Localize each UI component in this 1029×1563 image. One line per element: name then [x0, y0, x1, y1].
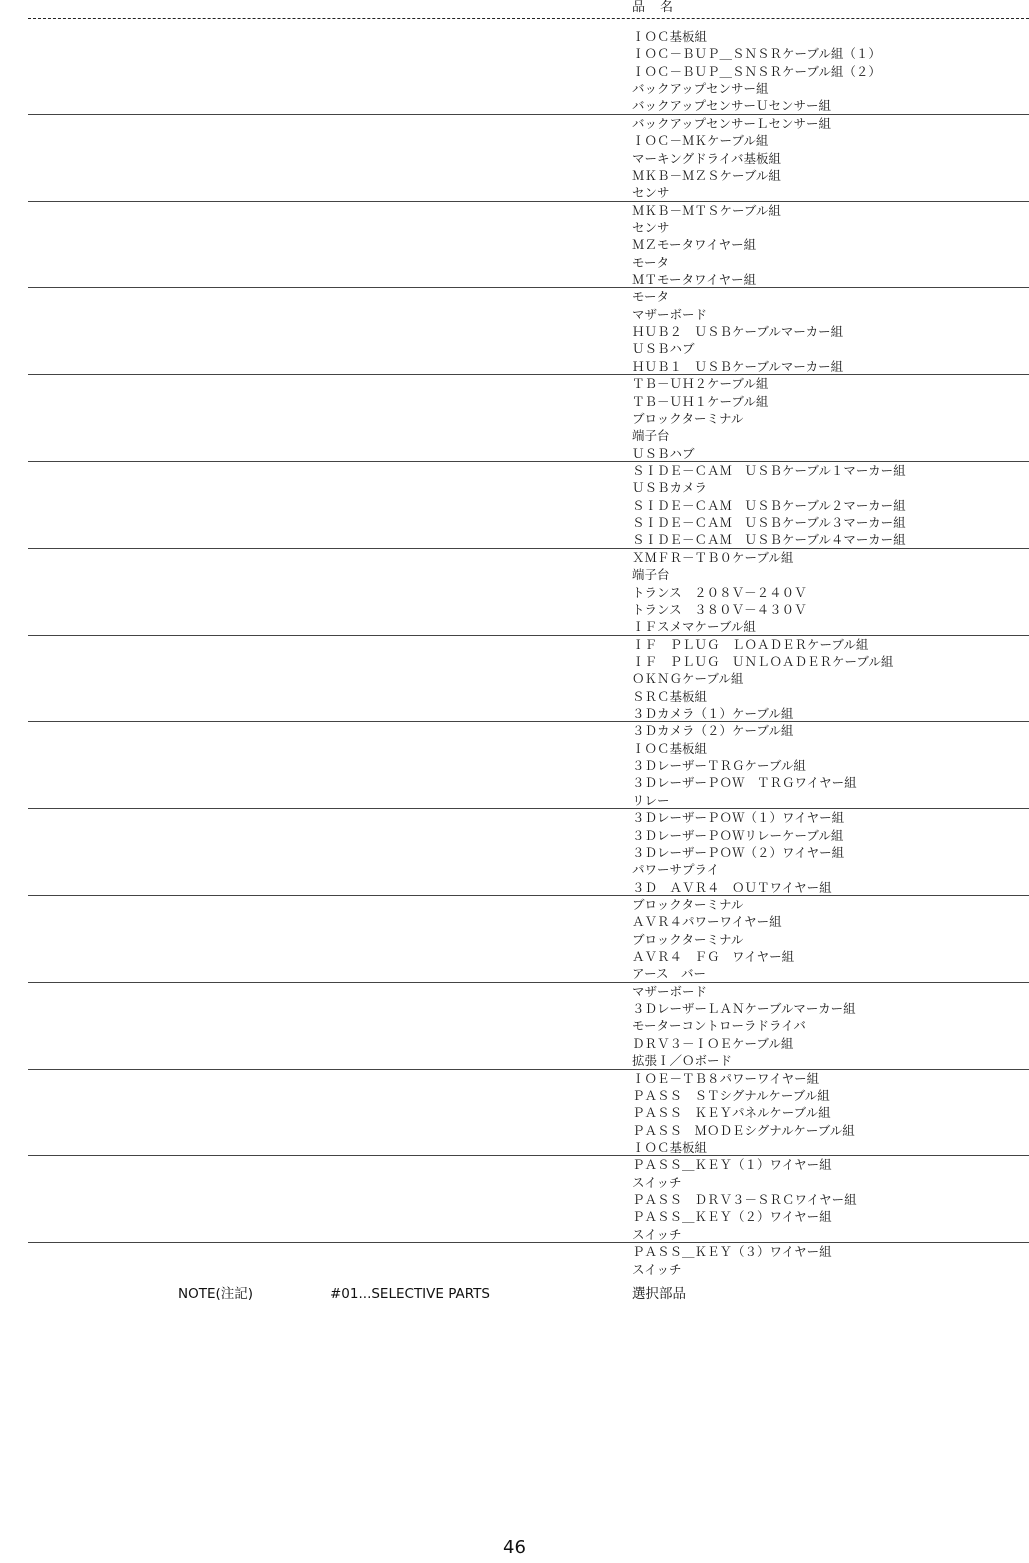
part-name: ＳＲＣ基板組 — [632, 688, 708, 704]
table-header — [0, 0, 1029, 20]
parts-group — [28, 722, 1029, 809]
part-name: バックアップセンサー組 — [632, 81, 769, 97]
part-name: パワーサプライ — [632, 862, 720, 878]
part-name: ３Ｄカメラ（１）ケーブル組 — [632, 706, 794, 722]
part-name: ＭＴモータワイヤー組 — [632, 272, 757, 288]
parts-group — [28, 809, 1029, 896]
part-name: ＴＢ－ＵＨ１ケーブル組 — [632, 393, 769, 409]
page-number: 46 — [503, 1537, 526, 1558]
part-name: ＳＩＤＥ－ＣＡＭ ＵＳＢケーブル３マーカー組 — [632, 515, 906, 531]
parts-group-items — [632, 375, 1029, 462]
part-name: ＤＲＶ３－ＩＯＥケーブル組 — [632, 1035, 794, 1051]
part-name: ＵＳＢハブ — [632, 341, 695, 357]
part-name: スイッチ — [632, 1226, 682, 1242]
part-name: スイッチ — [632, 1174, 682, 1190]
part-name: マザーボード — [632, 306, 708, 322]
parts-group-items — [632, 549, 1029, 636]
parts-group — [28, 549, 1029, 636]
part-name: ３ＤレーザーＰＯＷ ＴＲＧワイヤー組 — [632, 775, 857, 791]
parts-group-items — [632, 1156, 1029, 1243]
parts-group-items — [632, 722, 1029, 809]
parts-group — [28, 1070, 1029, 1157]
parts-group-items — [632, 809, 1029, 896]
part-name: トランス ３８０Ｖ－４３０Ｖ — [632, 601, 807, 617]
parts-group — [28, 1243, 1029, 1279]
part-name: リレー — [632, 792, 670, 808]
part-name: ＩＯＣ－ＭＫケーブル組 — [632, 133, 769, 149]
parts-group-items — [632, 1070, 1029, 1157]
part-name: ＳＩＤＥ－ＣＡＭ ＵＳＢケーブル１マーカー組 — [632, 462, 906, 478]
parts-group — [28, 115, 1029, 202]
part-name: トランス ２０８Ｖ－２４０Ｖ — [632, 584, 807, 600]
part-name: モータ — [632, 289, 670, 305]
part-name: ＩＦスメマケーブル組 — [632, 619, 756, 635]
part-name: センサ — [632, 219, 670, 235]
part-name: ＩＦ ＰＬＵＧ ＵＮＬＯＡＤＥＲケーブル組 — [632, 653, 894, 669]
parts-group — [28, 896, 1029, 983]
part-name: ＰＡＳＳ ＭＯＤＥシグナルケーブル組 — [632, 1122, 855, 1138]
note-row — [0, 1285, 1029, 1305]
note-meaning: 選択部品 — [632, 1286, 686, 1302]
part-name: ３Ｄ ＡＶＲ４ ＯＵＴワイヤー組 — [632, 879, 832, 895]
part-name: ＭＫＢ－ＭＺＳケーブル組 — [632, 167, 781, 183]
part-name: 端子台 — [632, 567, 670, 583]
parts-group — [28, 983, 1029, 1070]
part-name: ブロックターミナル — [632, 410, 744, 426]
part-name: ＨＵＢ２ ＵＳＢケーブルマーカー組 — [632, 324, 844, 340]
part-name: マーキングドライバ基板組 — [632, 150, 782, 166]
part-name: 拡張Ｉ／Ｏボード — [632, 1053, 733, 1069]
part-name: マザーボード — [632, 983, 708, 999]
part-name: ３ＤレーザーＰＯＷ（１）ワイヤー組 — [632, 810, 845, 826]
part-name: アース バー — [632, 966, 707, 982]
header-dashed-rule — [28, 18, 1029, 19]
part-name: ブロックターミナル — [632, 896, 744, 912]
parts-group-items — [632, 983, 1029, 1070]
parts-group-items — [632, 28, 1029, 115]
part-name: ＩＦ ＰＬＵＧ ＬＯＡＤＥＲケーブル組 — [632, 636, 869, 652]
part-name: ＳＩＤＥ－ＣＡＭ ＵＳＢケーブル２マーカー組 — [632, 497, 906, 513]
part-name: ＯＫＮＧケーブル組 — [632, 671, 744, 687]
note-label: NOTE(注記) — [178, 1286, 254, 1302]
part-name: ３ＤレーザーＰＯＷ（２）ワイヤー組 — [632, 844, 845, 860]
part-name: ＩＯＥ－ＴＢ８パワーワイヤー組 — [632, 1070, 820, 1086]
part-name: ＰＡＳＳ ＳＴシグナルケーブル組 — [632, 1087, 830, 1103]
part-name: ＨＵＢ１ ＵＳＢケーブルマーカー組 — [632, 358, 844, 374]
part-name: バックアップセンサーＵセンサー組 — [632, 98, 832, 114]
part-name: ＴＢ－ＵＨ２ケーブル組 — [632, 376, 769, 392]
part-name: ＳＩＤＥ－ＣＡＭ ＵＳＢケーブル４マーカー組 — [632, 532, 906, 548]
part-name: モーターコントローラドライバ — [632, 1018, 806, 1034]
part-name: ＡＶＲ４ ＦＧ ワイヤー組 — [632, 949, 795, 965]
part-name: スイッチ — [632, 1261, 682, 1277]
note-code: #01...SELECTIVE PARTS — [330, 1286, 490, 1302]
part-name: ＩＯＣ基板組 — [632, 29, 708, 44]
parts-group-items — [632, 288, 1029, 375]
parts-group-items — [632, 202, 1029, 289]
part-name: ＩＯＣ－ＢＵＰ＿ＳＮＳＲケーブル組（２） — [632, 63, 881, 79]
part-name: ＰＡＳＳ ＫＥＹパネルケーブル組 — [632, 1105, 831, 1121]
part-name: ３ＤレーザーＰＯＷリレーケーブル組 — [632, 827, 844, 843]
parts-table-body — [0, 28, 1029, 1279]
part-name: ３ＤレーザーＴＲＧケーブル組 — [632, 758, 806, 774]
part-name: バックアップセンサーＬセンサー組 — [632, 115, 832, 131]
part-name-column-header: 品 名 — [632, 0, 675, 15]
parts-group-items — [632, 115, 1029, 202]
part-name: ＭＺモータワイヤー組 — [632, 237, 757, 253]
part-name: ＭＫＢ－ＭＴＳケーブル組 — [632, 202, 781, 218]
part-name: 端子台 — [632, 428, 670, 444]
part-name: ＵＳＢハブ — [632, 445, 695, 461]
parts-group-items — [632, 896, 1029, 983]
part-name: ＩＯＣ－ＢＵＰ＿ＳＮＳＲケーブル組（１） — [632, 46, 881, 62]
parts-group-items — [632, 636, 1029, 723]
parts-group — [28, 1156, 1029, 1243]
part-name: ３ＤレーザーＬＡＮケーブルマーカー組 — [632, 1001, 856, 1017]
part-name: センサ — [632, 185, 670, 201]
part-name: ＰＡＳＳ ＤＲＶ３－ＳＲＣワイヤー組 — [632, 1192, 857, 1208]
part-name: ブロックターミナル — [632, 931, 744, 947]
part-name: ３Ｄカメラ（２）ケーブル組 — [632, 723, 794, 739]
part-name: モータ — [632, 254, 670, 270]
part-name: ＩＯＣ基板組 — [632, 1140, 708, 1155]
parts-group-items — [632, 462, 1029, 549]
part-name: ＰＡＳＳ＿ＫＥＹ（３）ワイヤー組 — [632, 1244, 832, 1260]
parts-group — [28, 462, 1029, 549]
parts-group — [28, 636, 1029, 723]
part-name: ＵＳＢカメラ — [632, 480, 708, 496]
parts-group — [28, 375, 1029, 462]
parts-group — [28, 202, 1029, 289]
part-name: ＩＯＣ基板組 — [632, 740, 708, 756]
part-name: ＰＡＳＳ＿ＫＥＹ（１）ワイヤー組 — [632, 1157, 832, 1173]
part-name: ＰＡＳＳ＿ＫＥＹ（２）ワイヤー組 — [632, 1209, 832, 1225]
parts-group — [28, 288, 1029, 375]
part-name: ＡＶＲ４パワーワイヤー組 — [632, 914, 782, 930]
part-name: ＸＭＦＲ－ＴＢ０ケーブル組 — [632, 549, 794, 565]
parts-group — [28, 28, 1029, 115]
parts-group-items — [632, 1243, 1029, 1278]
